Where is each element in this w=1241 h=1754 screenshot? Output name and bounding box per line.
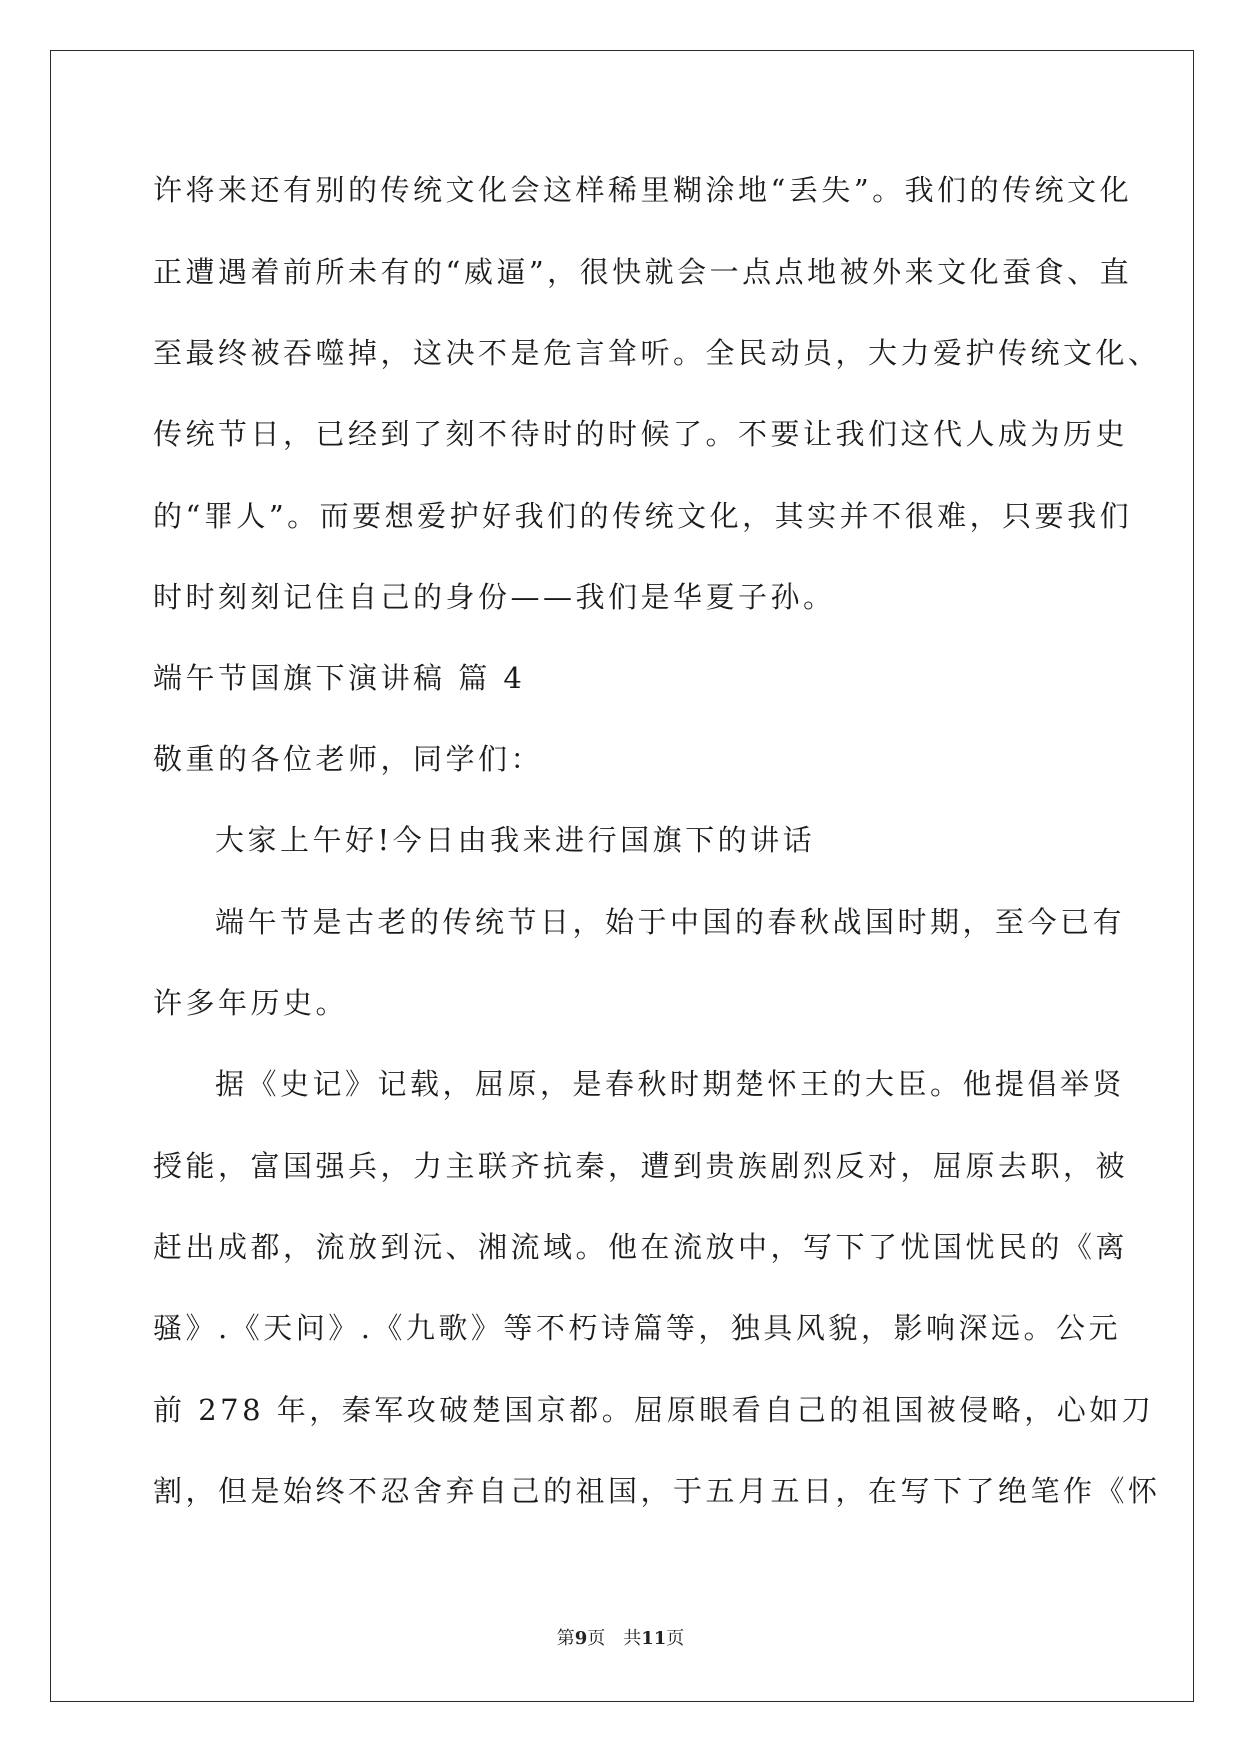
footer-suffix: 页 — [666, 1628, 685, 1649]
body-line: 正遭遇着前所未有的“威逼”，很快就会一点点地被外来文化蚕食、直 — [153, 255, 1133, 289]
salutation: 敬重的各位老师，同学们： — [153, 742, 544, 776]
body-line: 大家上午好!今日由我来进行国旗下的讲话 — [215, 823, 816, 857]
body-line: 传统节日，已经到了刻不待时的时候了。不要让我们这代人成为历史 — [153, 417, 1129, 451]
body-line: 赶出成都，流放到沅、湘流域。他在流放中，写下了忧国忧民的《离 — [153, 1230, 1129, 1264]
body-line: 据《史记》记载，屈原，是春秋时期楚怀王的大臣。他提倡举贤 — [215, 1067, 1126, 1101]
page-footer — [0, 1627, 1241, 1651]
total-pages: 11 — [641, 1628, 667, 1649]
body-line: 许多年历史。 — [153, 986, 349, 1020]
body-line: 前 278 年，秦军攻破楚国京都。屈原眼看自己的祖国被侵略，心如刀 — [153, 1393, 1155, 1427]
body-line: 许将来还有别的传统文化会这样稀里糊涂地“丢失”。我们的传统文化 — [153, 173, 1133, 207]
body-line: 骚》.《天问》.《九歌》等不朽诗篇等，独具风貌，影响深远。公元 — [153, 1311, 1121, 1345]
body-line: 至最终被吞噬掉，这决不是危言耸听。全民动员，大力爱护传统文化、 — [153, 336, 1161, 370]
body-line: 授能，富国强兵，力主联齐抗秦，遭到贵族剧烈反对，屈原去职，被 — [153, 1149, 1129, 1183]
footer-prefix: 第 — [556, 1628, 575, 1649]
section-heading: 端午节国旗下演讲稿 篇 4 — [153, 661, 526, 695]
footer-mid: 页 共 — [587, 1628, 642, 1649]
body-line: 时时刻刻记住自己的身份——我们是华夏子孙。 — [153, 580, 836, 614]
page-border — [50, 50, 1194, 1702]
body-line: 端午节是古老的传统节日，始于中国的春秋战国时期，至今已有 — [215, 905, 1126, 939]
page-number: 9 — [574, 1628, 588, 1649]
body-line: 割，但是始终不忍舍弃自己的祖国，于五月五日，在写下了绝笔作《怀 — [153, 1474, 1161, 1508]
body-line: 的“罪人”。而要想爱护好我们的传统文化，其实并不很难，只要我们 — [153, 499, 1133, 533]
